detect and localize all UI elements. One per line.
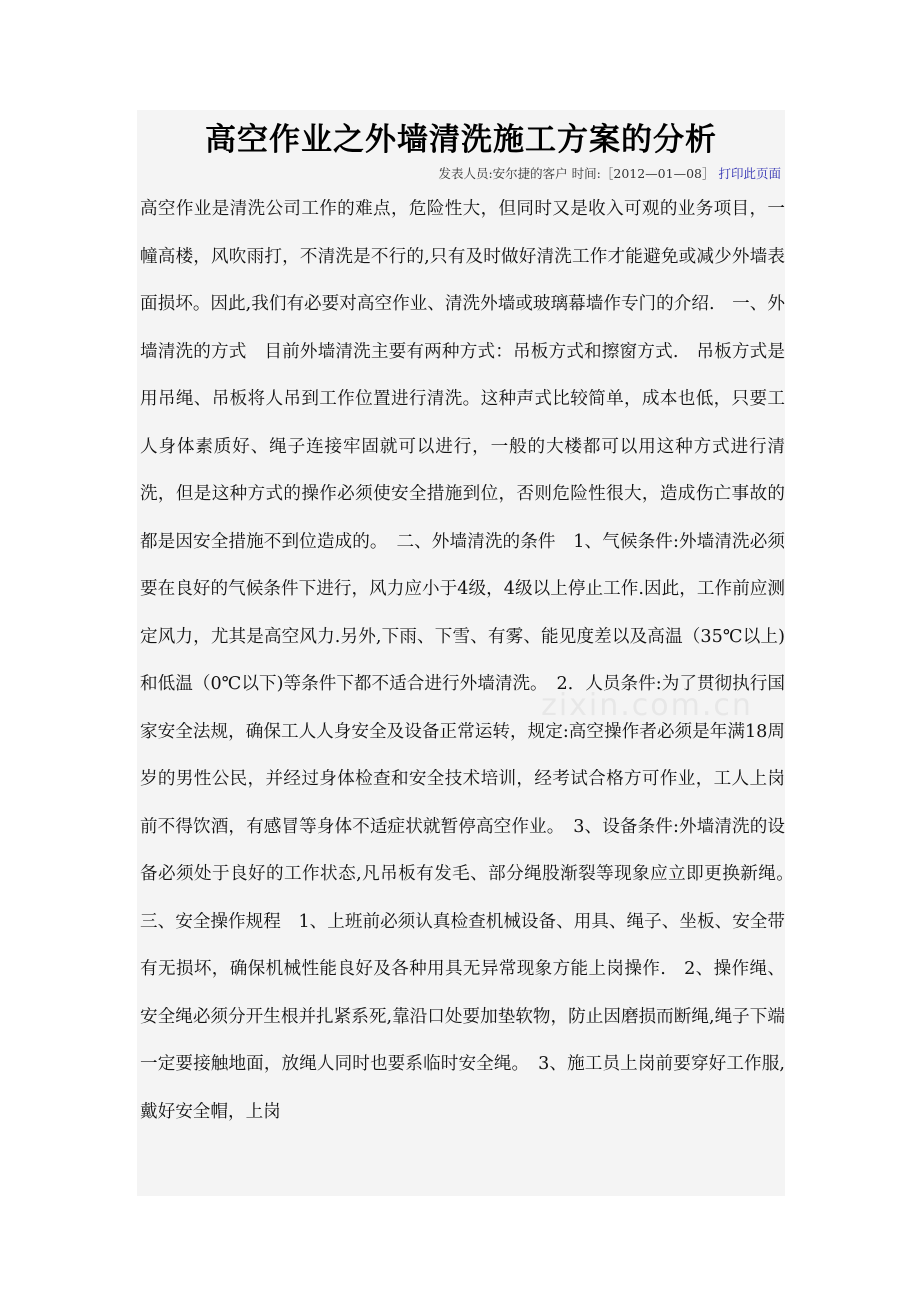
article-body: 高空作业是清洗公司工作的难点，危险性大，但同时又是收入可观的业务项目，一幢高楼，风吹雨打，不清洗是不行的,只有及时做好清洗工作才能避免或减少外墙表面损坏。因此,我们有必要对高空作业、清洗外墙或玻璃幕墙作专门的介绍. 一、外墙清洗的方式 目前外墙清洗主要有两种方式：吊板方式和擦窗方式. 吊板方式是用吊绳、吊板将人吊到工作位置进行清洗。这种声式比较简单，成本也低，只要工人身体素质好、绳子连接牢固就可以进行，一般的大楼都可以用这种方式进行清洗，但是这种方式的操作必须使安全措施到位，否则危险性很大，造成伤亡事故的都是因安全措施不到位造成的。 二、外墙清洗的条件 1、气候条件:外墙清洗必须要在良好的气候条件下进行，风力应小于4级，4级以上停止工作.因此，工作前应测定风力，尤其是高空风力.另外,下雨、下雪、有雾、能见度差以及高温（35℃以上)和低温（0℃以下)等条件下都不适合进行外墙清洗。 2．人员条件:为了贯彻执行国家安全法规，确保工人人身安全及设备正常运转，规定:高空操作者必须是年满18周岁的男性公民，并经过身体检查和安全技术培训，经考试合格方可作业，工人上岗前不得饮酒，有感冒等身体不适症状就暂停高空作业。 3、设备条件:外墙清洗的设备必须处于良好的工作状态,凡吊板有发毛、部分绳股渐裂等现象应立即更换新绳。 三、安全操作规程 1、上班前必须认真检查机械设备、用具、绳子、坐板、安全带有无损坏，确保机械性能良好及各种用具无异常现象方能上岗操作. 2、操作绳、安全绳必须分开生根并扎紧系死,靠沿口处要加垫软物，防止因磨损而断绳,绳子下端一定要接触地面，放绳人同时也要系临时安全绳。 3、施工员上岗前要穿好工作服,戴好安全帽，上岗 (140, 199, 803, 1122)
article-meta (137, 162, 785, 186)
article-container (137, 110, 803, 1196)
publish-date: ［2012—01—08］ (600, 166, 715, 181)
author-name: 安尔捷的客户 (492, 166, 568, 181)
print-page-link[interactable]: 打印此页面 (718, 166, 781, 181)
author-label: 发表人员: (438, 166, 493, 181)
site-watermark: zixin.com.cn (541, 688, 753, 723)
article-title: 高空作业之外墙清洗施工方案的分析 (205, 122, 717, 158)
time-label: 时间: (567, 166, 601, 181)
